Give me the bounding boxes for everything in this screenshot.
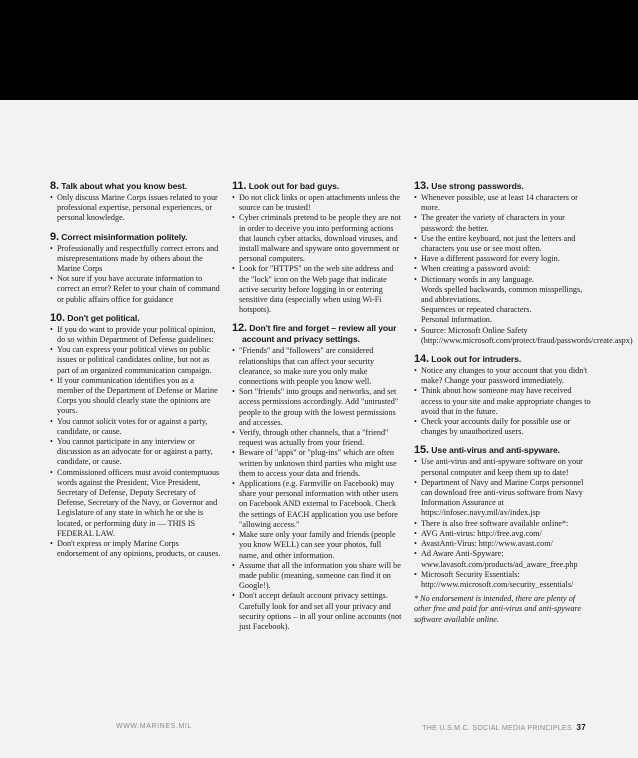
section-title: Correct misinformation politely.	[61, 231, 188, 242]
list-item: • Check your accounts daily for possible use or changes by unauthorized users.	[414, 417, 594, 437]
list-item: • Only discuss Marine Corps issues related to your professional expertise, personal experiences, or personal knowledge.	[50, 193, 222, 224]
section-9	[50, 232, 222, 305]
section-number: 8.	[50, 180, 59, 192]
section-11	[232, 181, 402, 315]
list-item: • Think about how someone may have received access to your site and make appropriate changes to avoid that in the future.	[414, 386, 594, 417]
section-14	[414, 354, 594, 437]
section-heading	[50, 181, 222, 192]
column-1	[50, 181, 222, 568]
list-item: • Don't express or imply Marine Corps endorsement of any opinions, products, or causes.	[50, 539, 222, 559]
section-number: 9.	[50, 230, 59, 243]
column-2	[232, 181, 402, 640]
section-number: 10.	[50, 311, 65, 324]
list-item: • AvastAnti-Virus: http://www.avast.com/	[414, 539, 594, 549]
list-item: • Do not click links or open attachments unless the source can be trusted!	[232, 193, 402, 213]
section-title: Don't fire and forget – review all your account and privacy settings.	[242, 323, 397, 345]
list-item: • The greater the variety of characters in your password: the better.	[414, 213, 594, 233]
list-item: • Professionally and respectfully correct errors and misrepresentations made by others about the Marine Corps	[50, 244, 222, 275]
section-title: Use strong passwords.	[431, 181, 524, 191]
list-item: • Dictionary words in any language.	[414, 275, 594, 285]
list-item: • Commissioned officers must avoid contemptuous words against the President, Vice President, Secretary of Defense, Deputy Secretary of Defense, Secretary of the Navy, or Governor and Legislature of any state in which he or she is located, or performing duty in — THIS IS FEDERAL LAW.	[50, 468, 222, 539]
section-10	[50, 313, 222, 560]
list-item: • Use the entire keyboard, not just the letters and characters you use or see most often.	[414, 234, 594, 254]
section-number: 13.	[414, 180, 429, 192]
list-item: • There is also free software available online*:	[414, 519, 594, 529]
section-heading	[50, 313, 222, 324]
list-item: • AVG Anti-virus: http://free.avg.com/	[414, 529, 594, 539]
list-item: • Have a different password for every login.	[414, 254, 594, 264]
section-15	[414, 445, 594, 624]
footer-title	[422, 723, 586, 732]
header-bar	[0, 0, 638, 100]
list-item: • You can express your political views on public issues or political candidates online, but not as part of an organized communication campaign.	[50, 345, 222, 376]
section-heading	[232, 181, 402, 192]
section-heading	[50, 232, 222, 243]
list-item: • Don't accept default account privacy settings. Carefully look for and set all your privacy and security options – in all your online accounts (not just Facebook).	[232, 591, 402, 632]
section-heading	[414, 181, 594, 192]
section-title: Look out for bad guys.	[248, 181, 340, 191]
section-title: Use anti-virus and anti-spyware.	[431, 445, 560, 456]
list-item: • Applications (e.g. Farmville on Facebook) may share your personal information with other users on Facebook AND external to Facebook. Check the settings of EACH application you use before "allowing access."	[232, 479, 402, 530]
sub-item: Words spelled backwards, common misspellings, and abbreviations.	[421, 284, 583, 305]
section-8	[50, 181, 222, 224]
list-item: • When creating a password avoid:	[414, 264, 594, 274]
footer-doc-title: THE U.S.M.C. SOCIAL MEDIA PRINCIPLES	[422, 725, 572, 732]
section-heading	[414, 354, 594, 365]
section-title: Talk about what you know best.	[61, 181, 188, 191]
list-item: • Cyber criminals pretend to be people they are not in order to deceive you into performing actions that launch cyber attacks, download viruses, and install malware and spyware onto government or personal computers.	[232, 213, 402, 264]
section-12	[232, 323, 402, 632]
list-item: • Notice any changes to your account that you didn't make? Change your password immediately.	[414, 366, 594, 386]
list-item: • Not sure if you have accurate information to correct an error? Refer to your chain of command or public affairs office for guidance	[50, 274, 222, 305]
list-item: • "Friends" and "followers" are considered relationships that can affect your security clearance, so make sure you only make connections with people you know well.	[232, 346, 402, 387]
list-item: • You cannot participate in any interview or discussion as an advocate for or against a party, candidate, or cause.	[50, 437, 222, 468]
list-item: • Department of Navy and Marine Corps personnel can download free anti-virus software from Navy Information Assurance at https://infosec.navy.mil/av/index.jsp	[414, 478, 594, 519]
list-item: • If you do want to provide your political opinion, do so within Department of Defense guidelines:	[50, 325, 222, 345]
list-item: • Verify, through other channels, that a "friend" request was actually from your friend.	[232, 428, 402, 448]
list-item: • Use anti-virus and anti-spyware software on your personal computer and keep them up to date!	[414, 457, 594, 477]
list-item: • Whenever possible, use at least 14 characters or more.	[414, 193, 594, 213]
page-number: 37	[576, 723, 586, 732]
list-item: • Beware of "apps" or "plug-ins" which are often written by unknown third parties who might use them to access your data and friends.	[232, 448, 402, 479]
list-item: • Assume that all the information you share will be made public (meaning, someone can find it on Google!).	[232, 561, 402, 592]
section-number: 15.	[414, 444, 429, 457]
endorsement-note: * No endorsement is intended, there are plenty of other free and paid for anti-virus and anti-spyware software available online.	[414, 594, 581, 624]
section-heading	[232, 323, 402, 345]
list-item: • Sort "friends" into groups and networks, and set access permissions accordingly. Add "untrusted" people to the group with the lowest permissions and accesses.	[232, 387, 402, 428]
section-title: Look out for intruders.	[431, 354, 522, 365]
list-item: • Ad Aware Anti-Spyware: www.lavasoft.com/products/ad_aware_free.php	[414, 549, 594, 569]
sub-item: Personal information.	[421, 315, 492, 325]
list-item: • If your communication identifies you as a member of the Department of Defense or Marine Corps you should clearly state the opinions are yours.	[50, 376, 222, 417]
list-item: • Make sure only your family and friends (people you know WELL) can see your photos, full name, and other information.	[232, 530, 402, 561]
section-number: 14.	[414, 353, 429, 366]
section-13	[414, 180, 633, 346]
list-item: • Microsoft Security Essentials: http://www.microsoft.com/security_essentials/	[414, 570, 594, 590]
footer-website: WWW.MARINES.MIL	[116, 723, 192, 730]
section-title: Don't get political.	[67, 312, 140, 323]
section-number: 12.	[232, 322, 247, 335]
column-3	[414, 180, 633, 633]
sub-item: Sequences or repeated characters.	[421, 305, 532, 315]
section-heading	[414, 445, 594, 456]
list-item: • Look for "HTTPS" on the web site address and the "lock" icon on the Web page that indicate active security before logging in or entering sensitive data (especially when using Wi-Fi hotspots).	[232, 264, 402, 315]
list-item: • Source: Microsoft Online Safety (http://www.microsoft.com/protect/fraud/passwords/create.aspx)	[414, 326, 594, 346]
list-item: • You cannot solicit votes for or against a party, candidate, or cause.	[50, 417, 222, 437]
section-number: 11.	[232, 180, 247, 192]
